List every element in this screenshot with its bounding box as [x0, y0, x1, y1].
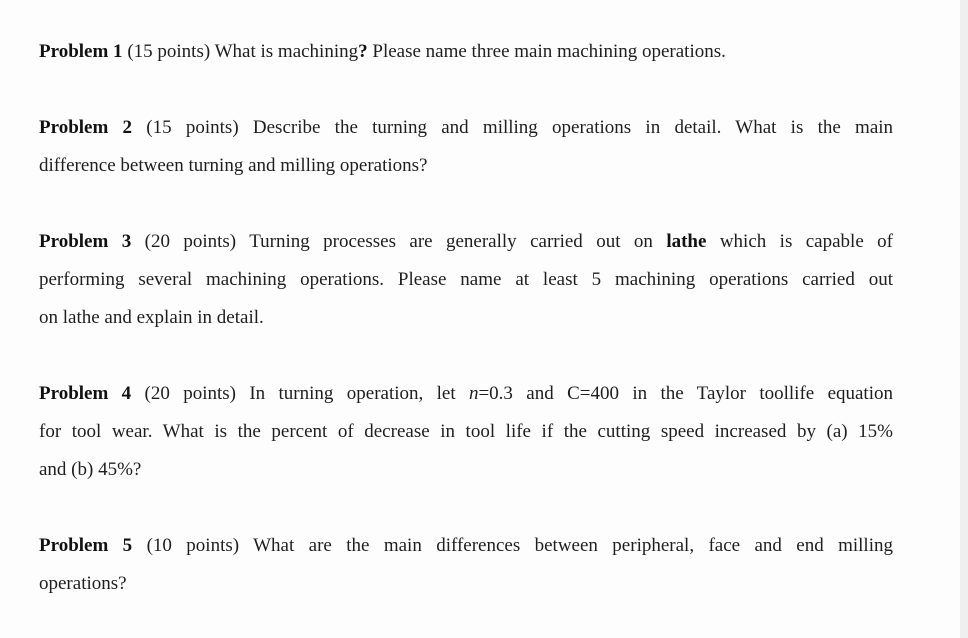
problem-5	[39, 527, 893, 603]
document-body	[39, 33, 893, 603]
problem-3-line	[39, 223, 893, 261]
problem-title: Problem 2	[39, 117, 133, 138]
problem-text: Describe the turning and milling operations in detail. What is the main	[252, 117, 894, 138]
problem-points: (15 points)	[146, 117, 239, 138]
problem-2-line	[39, 109, 893, 147]
problem-text: on lathe and explain in detail.	[39, 307, 264, 328]
problem-title: Problem 1	[39, 41, 123, 62]
problem-5-line	[39, 527, 893, 565]
problem-text: and (b) 45%?	[39, 459, 142, 480]
problem-4-line	[39, 375, 893, 413]
problem-1	[39, 33, 893, 71]
problem-points: (20 points)	[144, 383, 236, 404]
problem-text: What are the main differences between peripheral, face and end milling	[253, 535, 893, 556]
problem-text: What is machining	[214, 41, 359, 62]
problem-4	[39, 375, 893, 489]
emphasis-lathe: lathe	[666, 231, 707, 252]
problem-2	[39, 109, 893, 185]
problem-text: operations?	[39, 573, 127, 594]
problem-1-line	[39, 33, 893, 71]
problem-3	[39, 223, 893, 337]
problem-points: (15 points)	[127, 41, 211, 62]
problem-text: In turning operation, let	[249, 383, 456, 404]
problem-text: difference between turning and milling operations?	[39, 155, 428, 176]
problem-title: Problem 3	[39, 231, 132, 252]
question-mark: ?	[358, 41, 368, 62]
problem-text: Please name three main machining operations.	[367, 41, 726, 62]
variable-n: n	[468, 383, 479, 404]
problem-points: (10 points)	[146, 535, 240, 556]
problem-text: for tool wear. What is the percent of decrease in tool life if the cutting speed increased by (a) 15%	[39, 421, 893, 442]
scrollbar-track[interactable]	[960, 0, 968, 638]
problem-points: (20 points)	[144, 231, 237, 252]
problem-title: Problem 4	[39, 383, 132, 404]
problem-text: performing several machining operations. Please name at least 5 machining operations carried out	[39, 269, 893, 290]
problem-title: Problem 5	[39, 535, 133, 556]
problem-text: which is capable of	[719, 231, 893, 252]
problem-text: Turning processes are generally carried out on	[249, 231, 653, 252]
problem-text: =0.3 and C=400 in the Taylor toollife equation	[478, 383, 893, 404]
